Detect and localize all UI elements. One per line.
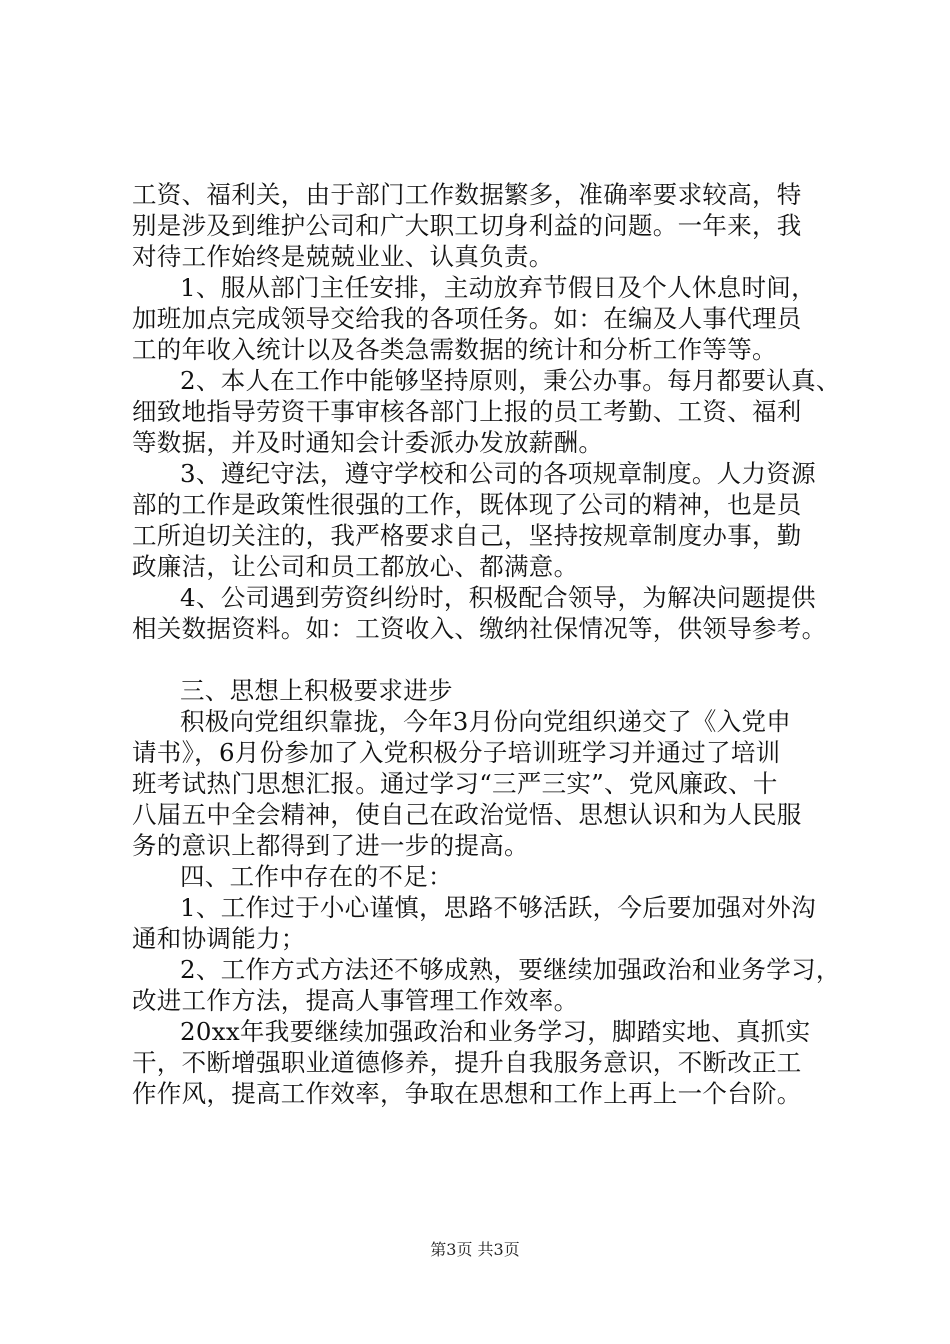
text-line: 20xx年我要继续加强政治和业务学习，脚踏实地、真抓实 [180, 1017, 811, 1046]
text-line: 改进工作方法，提高人事管理工作效率。 [132, 986, 579, 1015]
text-line: 1、服从部门主任安排，主动放弃节假日及个人休息时间， [180, 273, 816, 302]
text-line: 通和协调能力； [132, 924, 306, 953]
text-line: 1、工作过于小心谨慎，思路不够活跃，今后要加强对外沟 [180, 893, 816, 922]
text-line: 4、公司遇到劳资纠纷时，积极配合领导，为解决问题提供 [180, 583, 816, 612]
text-line: 班考试热门思想汇报。通过学习“三严三实”、党风廉政、十 [132, 769, 778, 798]
text-line: 加班加点完成领导交给我的各项任务。如：在编及人事代理员 [132, 304, 802, 333]
page-footer: 第3页 共3页 [430, 1240, 520, 1259]
section-heading: 三、思想上积极要求进步 [180, 676, 453, 705]
text-line: 部的工作是政策性很强的工作，既体现了公司的精神，也是员 [132, 490, 802, 519]
text-line: 3、遵纪守法，遵守学校和公司的各项规章制度。人力资源 [180, 459, 816, 488]
text-line: 细致地指导劳资干事审核各部门上报的员工考勤、工资、福利 [132, 397, 802, 426]
text-line: 积极向党组织靠拢，今年3月份向党组织递交了《入党申 [180, 707, 792, 736]
section-heading: 四、工作中存在的不足： [180, 862, 453, 891]
text-line: 政廉洁，让公司和员工都放心、都满意。 [132, 552, 579, 581]
text-line: 工所迫切关注的，我严格要求自己，坚持按规章制度办事，勤 [132, 521, 802, 550]
text-line: 2、工作方式方法还不够成熟，要继续加强政治和业务学习， [180, 955, 841, 984]
text-line: 等数据，并及时通知会计委派办发放薪酬。 [132, 428, 604, 457]
text-line: 作作风，提高工作效率，争取在思想和工作上再上一个台阶。 [132, 1079, 802, 1108]
text-line: 2、本人在工作中能够坚持原则，秉公办事。每月都要认真、 [180, 366, 841, 395]
text-line: 工资、福利关，由于部门工作数据繁多，准确率要求较高，特 [132, 180, 802, 209]
text-line: 八届五中全会精神，使自己在政治觉悟、思想认识和为人民服 [132, 800, 802, 829]
text-line: 干，不断增强职业道德修养，提升自我服务意识，不断改正工 [132, 1048, 802, 1077]
text-line: 别是涉及到维护公司和广大职工切身利益的问题。一年来，我 [132, 211, 802, 240]
text-line: 相关数据资料。如：工资收入、缴纳社保情况等，供领导参考。 [132, 614, 827, 643]
text-line: 请书》，6月份参加了入党积极分子培训班学习并通过了培训 [132, 738, 781, 767]
text-line: 工的年收入统计以及各类急需数据的统计和分析工作等等。 [132, 335, 777, 364]
text-line: 务的意识上都得到了进一步的提高。 [132, 831, 529, 860]
text-line: 对待工作始终是兢兢业业、认真负责。 [132, 242, 554, 271]
